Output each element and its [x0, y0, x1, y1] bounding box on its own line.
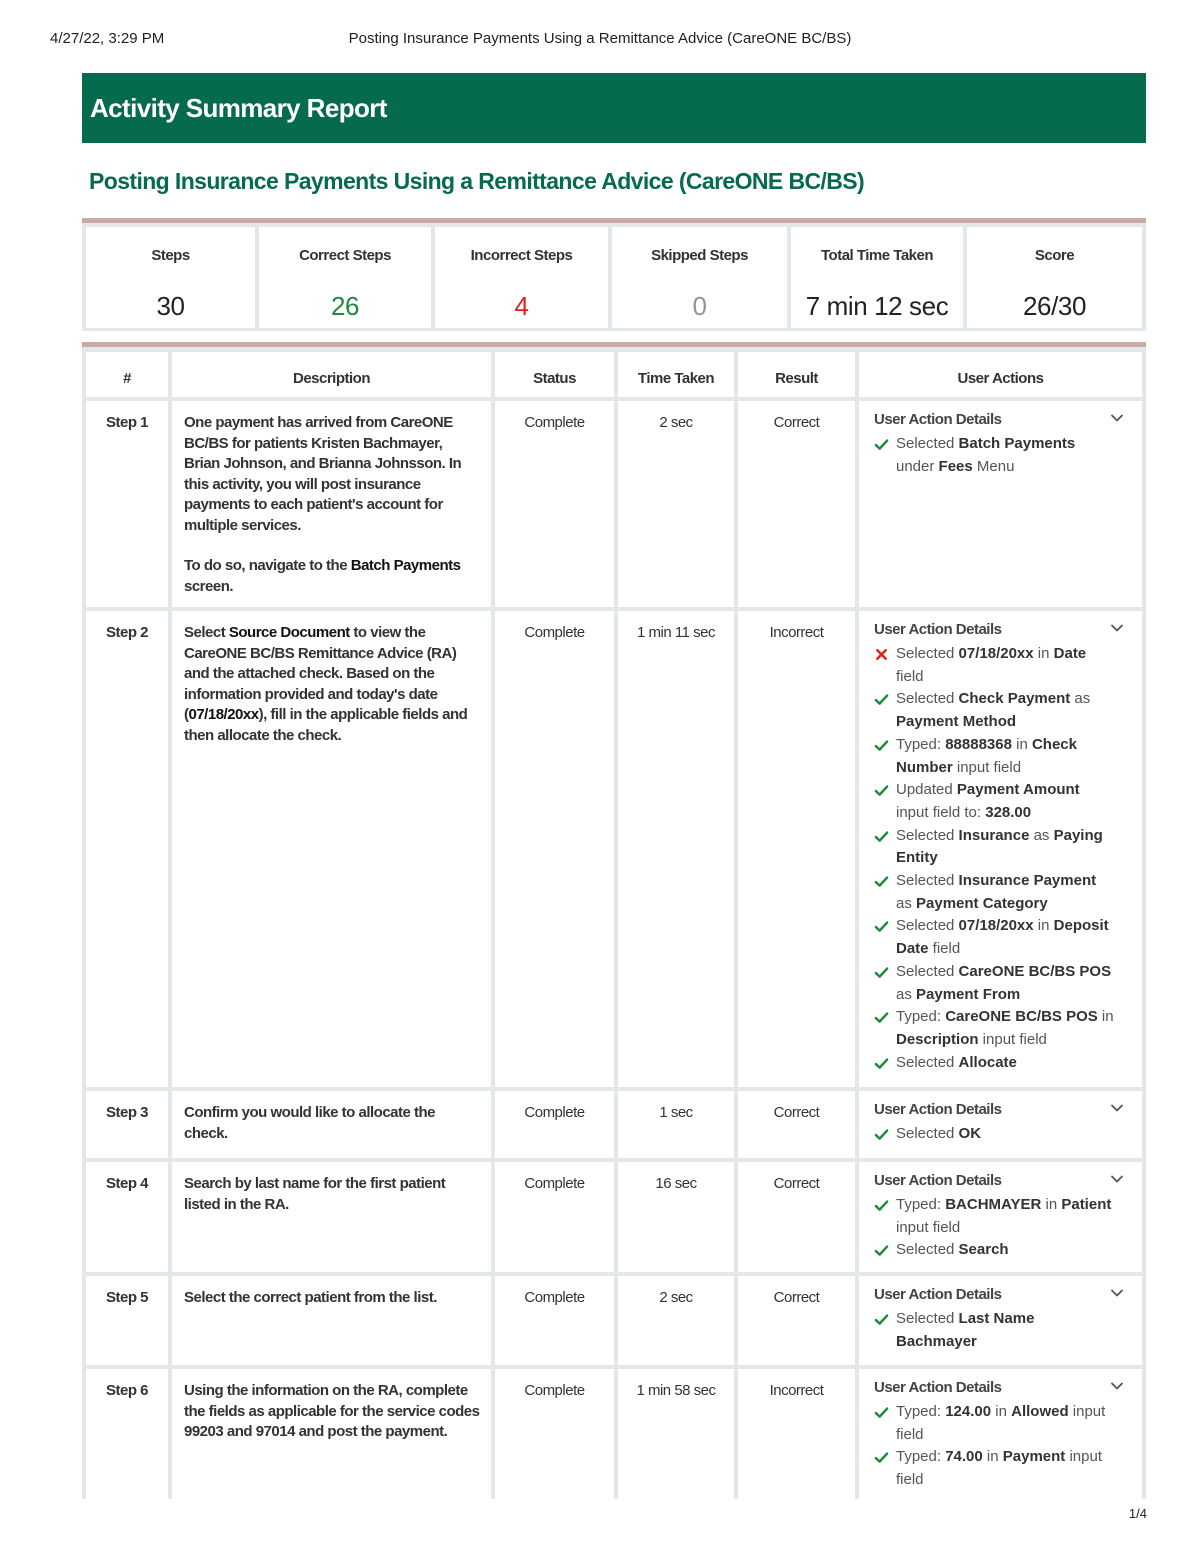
step-description: [172, 1162, 491, 1272]
user-action-item: [874, 1052, 1116, 1075]
check-icon: [874, 1450, 889, 1465]
action-bold: Batch Payments: [958, 435, 1076, 452]
step-description: [172, 1276, 491, 1365]
action-bold: Insurance Payment: [958, 872, 1097, 890]
cross-icon: [874, 647, 889, 662]
action-text: input field: [952, 758, 1022, 776]
action-text: Selected: [896, 435, 959, 452]
check-icon: [874, 437, 889, 452]
step-description: [172, 611, 491, 1087]
chevron-down-icon[interactable]: [1109, 1171, 1125, 1187]
check-icon: [874, 1056, 889, 1071]
action-bold: Check Payment: [958, 690, 1071, 708]
step-number: Step 4: [86, 1162, 168, 1272]
user-action-item: [874, 734, 1116, 779]
action-text: Selected: [896, 917, 959, 935]
action-bold: Patient: [1061, 1196, 1112, 1213]
summary-panel: [82, 218, 1146, 331]
description-bold: 07/18/20xx: [188, 706, 259, 723]
step-status: Complete: [495, 1276, 614, 1365]
user-action-list: [874, 433, 1116, 478]
user-action-details-heading: User Action Details: [874, 1172, 1002, 1189]
action-text: Typed:: [896, 1448, 946, 1466]
check-icon: [874, 1198, 889, 1213]
column-header-user-actions: User Actions: [859, 352, 1142, 397]
summary-steps-value: 30: [156, 291, 185, 321]
steps-table: [82, 342, 1146, 1499]
step-result: Correct: [738, 1162, 855, 1272]
description-text: One payment has arrived from CareONE BC/BS for patients Kristen Bachmayer, Brian Johnson, and Brianna Johnsson. In this activity, you will post insurance payments to each patient's account for multiple services.: [184, 414, 462, 534]
action-text: Selected: [896, 1125, 959, 1142]
step-time: 1 sec: [618, 1091, 734, 1158]
chevron-down-icon[interactable]: [1109, 410, 1125, 426]
description-text: ), fill in the applicable fields and then allocate the check.: [184, 706, 468, 744]
summary-correct-steps: [259, 227, 431, 328]
user-action-item: [874, 961, 1116, 1006]
user-action-details-toggle[interactable]: [874, 1285, 1116, 1307]
action-text: Selected: [896, 1241, 959, 1259]
chevron-down-icon[interactable]: [1109, 1100, 1125, 1116]
check-icon: [874, 829, 889, 844]
action-bold: Description: [896, 1030, 979, 1048]
action-text: as: [1070, 690, 1091, 708]
action-bold: BACHMAYER: [945, 1196, 1042, 1213]
print-doc-title: Posting Insurance Payments Using a Remittance Advice (CareONE BC/BS): [348, 30, 852, 47]
action-text: Selected: [896, 826, 959, 844]
description-text: Using the information on the RA, complete the fields as applicable for the service codes 99203 and 97014 and post the payment.: [184, 1382, 480, 1440]
description-bold: Source Document: [228, 624, 350, 641]
user-action-details-toggle[interactable]: [874, 1100, 1116, 1122]
action-bold: Date: [1053, 645, 1087, 662]
user-action-details-heading: User Action Details: [874, 1286, 1002, 1303]
user-action-item: [874, 825, 1116, 870]
step-time: 1 min 11 sec: [618, 611, 734, 1087]
action-text: in: [1011, 735, 1032, 753]
action-bold: 328.00: [985, 803, 1032, 821]
action-text: Typed:: [896, 1008, 946, 1026]
description-text: Select the correct patient from the list.: [184, 1289, 437, 1306]
step-result: Correct: [738, 1091, 855, 1158]
user-action-details-toggle[interactable]: [874, 1171, 1116, 1193]
user-action-list: [874, 1194, 1116, 1262]
user-action-details-heading: User Action Details: [874, 621, 1002, 638]
user-action-item: [874, 1446, 1116, 1491]
action-text: input field: [896, 1218, 961, 1236]
step-result: Correct: [738, 401, 855, 607]
description-text: Search by last name for the first patient listed in the RA.: [184, 1175, 446, 1213]
summary-incorrect-label: Incorrect Steps: [470, 247, 573, 264]
user-action-item: [874, 643, 1116, 688]
action-text: as: [896, 985, 917, 1003]
activity-title: Posting Insurance Payments Using a Remittance Advice (CareONE BC/BS): [89, 168, 865, 194]
user-action-list: [874, 1123, 1116, 1146]
column-header-description: Description: [172, 352, 491, 397]
action-text: Updated: [896, 781, 957, 799]
action-bold: Allowed: [1011, 1403, 1069, 1420]
check-icon: [874, 783, 889, 798]
step-number: Step 3: [86, 1091, 168, 1158]
user-action-item: [874, 779, 1116, 824]
step-time: 2 sec: [618, 1276, 734, 1365]
action-bold: CareONE BC/BS POS: [958, 962, 1112, 980]
description-paragraph: [184, 623, 481, 746]
print-datetime: 4/27/22, 3:29 PM: [50, 30, 165, 47]
description-paragraph: [184, 1381, 481, 1443]
check-icon: [874, 1127, 889, 1142]
user-action-item: [874, 1239, 1116, 1262]
user-action-item: [874, 915, 1116, 960]
action-text: field: [896, 667, 924, 685]
user-action-item: [874, 433, 1116, 478]
description-text: Select: [184, 624, 229, 641]
action-text: input field to:: [896, 803, 986, 821]
action-text: in: [982, 1448, 1003, 1466]
action-text: input field: [896, 1448, 1102, 1489]
summary-steps-label: Steps: [151, 247, 190, 264]
step-description: [172, 1091, 491, 1158]
page-number: 1/4: [1128, 1506, 1147, 1521]
action-text: Selected: [896, 690, 959, 708]
description-text: To do so, navigate to the: [184, 557, 351, 574]
action-bold: Search: [958, 1241, 1009, 1259]
step-description: [172, 401, 491, 607]
action-bold: Last Name Bachmayer: [896, 1310, 1035, 1350]
step-result: Incorrect: [738, 1369, 855, 1499]
action-text: Typed:: [896, 1196, 946, 1213]
summary-skipped-label: Skipped Steps: [651, 247, 748, 264]
action-text: Selected: [896, 962, 959, 980]
summary-score: [967, 227, 1142, 328]
step-number: Step 2: [86, 611, 168, 1087]
action-bold: Payment From: [916, 985, 1021, 1003]
step-status: Complete: [495, 611, 614, 1087]
step-number: Step 5: [86, 1276, 168, 1365]
user-action-item: [874, 1308, 1116, 1353]
user-actions-cell: [859, 1091, 1142, 1158]
action-bold: CareONE BC/BS POS: [945, 1008, 1098, 1026]
action-bold: 88888368: [945, 735, 1012, 753]
action-text: as: [896, 894, 917, 912]
step-time: 2 sec: [618, 401, 734, 607]
action-text: Menu: [972, 457, 1015, 475]
action-bold: OK: [958, 1125, 982, 1142]
action-text: in: [1033, 645, 1054, 662]
action-bold: 74.00: [945, 1448, 983, 1466]
step-number: Step 6: [86, 1369, 168, 1499]
action-bold: Payment Method: [896, 713, 1017, 731]
summary-skipped-value: 0: [692, 291, 707, 321]
summary-incorrect-value: 4: [514, 291, 529, 321]
chevron-down-icon[interactable]: [1109, 1378, 1125, 1394]
column-header-time: Time Taken: [618, 352, 734, 397]
user-action-list: [874, 1401, 1116, 1492]
summary-score-label: Score: [1034, 247, 1075, 264]
summary-skipped-steps: [612, 227, 787, 328]
column-header-status: Status: [495, 352, 614, 397]
description-text: to view the CareONE BC/BS Remittance Advice (RA) and the attached check. Based on the information provided and today's date (: [184, 624, 457, 723]
user-action-item: [874, 1194, 1116, 1239]
user-action-details-heading: User Action Details: [874, 411, 1002, 428]
action-text: Selected: [896, 1310, 959, 1327]
step-time: 16 sec: [618, 1162, 734, 1272]
user-actions-cell: [859, 611, 1142, 1087]
action-text: Typed:: [896, 735, 946, 753]
action-bold: Deposit Date: [896, 917, 1109, 958]
user-action-list: [874, 1308, 1116, 1353]
step-status: Complete: [495, 401, 614, 607]
description-paragraph: [184, 413, 481, 536]
step-result: Correct: [738, 1276, 855, 1365]
action-text: in: [991, 1403, 1012, 1420]
check-icon: [874, 965, 889, 980]
user-action-details-heading: User Action Details: [874, 1101, 1002, 1118]
description-paragraph: [184, 1174, 481, 1215]
action-bold: Allocate: [958, 1053, 1017, 1071]
summary-total-time: [791, 227, 963, 328]
check-icon: [874, 1405, 889, 1420]
user-action-details-heading: User Action Details: [874, 1379, 1002, 1396]
column-header-number: #: [86, 352, 168, 397]
check-icon: [874, 1010, 889, 1025]
action-text: field: [928, 940, 961, 958]
action-text: as: [1029, 826, 1054, 844]
user-action-item: [874, 1006, 1116, 1051]
action-text: under: [896, 457, 939, 475]
step-number: Step 1: [86, 401, 168, 607]
user-action-item: [874, 688, 1116, 733]
action-text: Selected: [896, 645, 959, 662]
description-paragraph: [184, 1103, 481, 1144]
action-text: input field: [978, 1030, 1047, 1048]
user-actions-cell: [859, 1369, 1142, 1499]
description-paragraph: [184, 556, 481, 597]
action-text: input field: [896, 1403, 1106, 1443]
summary-incorrect-steps: [435, 227, 608, 328]
action-bold: Payment Amount: [956, 781, 1080, 799]
user-action-list: [874, 643, 1116, 1074]
step-status: Complete: [495, 1091, 614, 1158]
user-action-item: [874, 1123, 1116, 1146]
check-icon: [874, 1312, 889, 1327]
user-action-item: [874, 870, 1116, 915]
step-status: Complete: [495, 1162, 614, 1272]
summary-score-value: 26/30: [1022, 291, 1087, 321]
description-paragraph: [184, 1288, 481, 1309]
action-bold: Payment Category: [916, 894, 1048, 912]
user-action-details-toggle[interactable]: [874, 620, 1116, 642]
action-bold: Paying Entity: [896, 826, 1103, 867]
description-bold: Batch Payments: [350, 557, 461, 574]
check-icon: [874, 919, 889, 934]
step-time: 1 min 58 sec: [618, 1369, 734, 1499]
check-icon: [874, 738, 889, 753]
report-title: Activity Summary Report: [90, 93, 387, 123]
summary-steps: [86, 227, 255, 328]
action-text: Selected: [896, 1053, 959, 1071]
report-banner: [82, 73, 1146, 143]
summary-correct-value: 26: [330, 291, 360, 321]
action-bold: Check Number: [896, 735, 1077, 776]
chevron-down-icon[interactable]: [1109, 1285, 1125, 1301]
user-actions-cell: [859, 1276, 1142, 1365]
check-icon: [874, 1243, 889, 1258]
user-actions-cell: [859, 1162, 1142, 1272]
action-text: in: [1033, 917, 1054, 935]
action-bold: Fees: [938, 457, 973, 475]
step-description: [172, 1369, 491, 1499]
column-header-result: Result: [738, 352, 855, 397]
user-action-item: [874, 1401, 1116, 1446]
action-text: in: [1041, 1196, 1062, 1213]
step-status: Complete: [495, 1369, 614, 1499]
action-text: Typed:: [896, 1403, 946, 1420]
check-icon: [874, 692, 889, 707]
user-action-details-toggle[interactable]: [874, 410, 1116, 432]
summary-correct-label: Correct Steps: [299, 247, 391, 264]
description-text: Confirm you would like to allocate the check.: [184, 1104, 436, 1142]
step-result: Incorrect: [738, 611, 855, 1087]
user-action-details-toggle[interactable]: [874, 1378, 1116, 1400]
action-text: in: [1097, 1008, 1114, 1026]
action-bold: 124.00: [945, 1403, 992, 1420]
user-actions-cell: [859, 401, 1142, 607]
summary-time-label: Total Time Taken: [820, 247, 934, 264]
action-bold: Payment: [1002, 1448, 1066, 1466]
check-icon: [874, 874, 889, 889]
action-bold: 07/18/20xx: [958, 917, 1034, 935]
action-bold: Insurance: [958, 826, 1030, 844]
action-text: Selected: [896, 872, 959, 890]
chevron-down-icon[interactable]: [1109, 620, 1125, 636]
action-bold: 07/18/20xx: [958, 645, 1034, 662]
summary-time-value: 7 min 12 sec: [805, 291, 949, 321]
print-header: [50, 30, 1150, 50]
description-text: screen.: [184, 577, 234, 595]
